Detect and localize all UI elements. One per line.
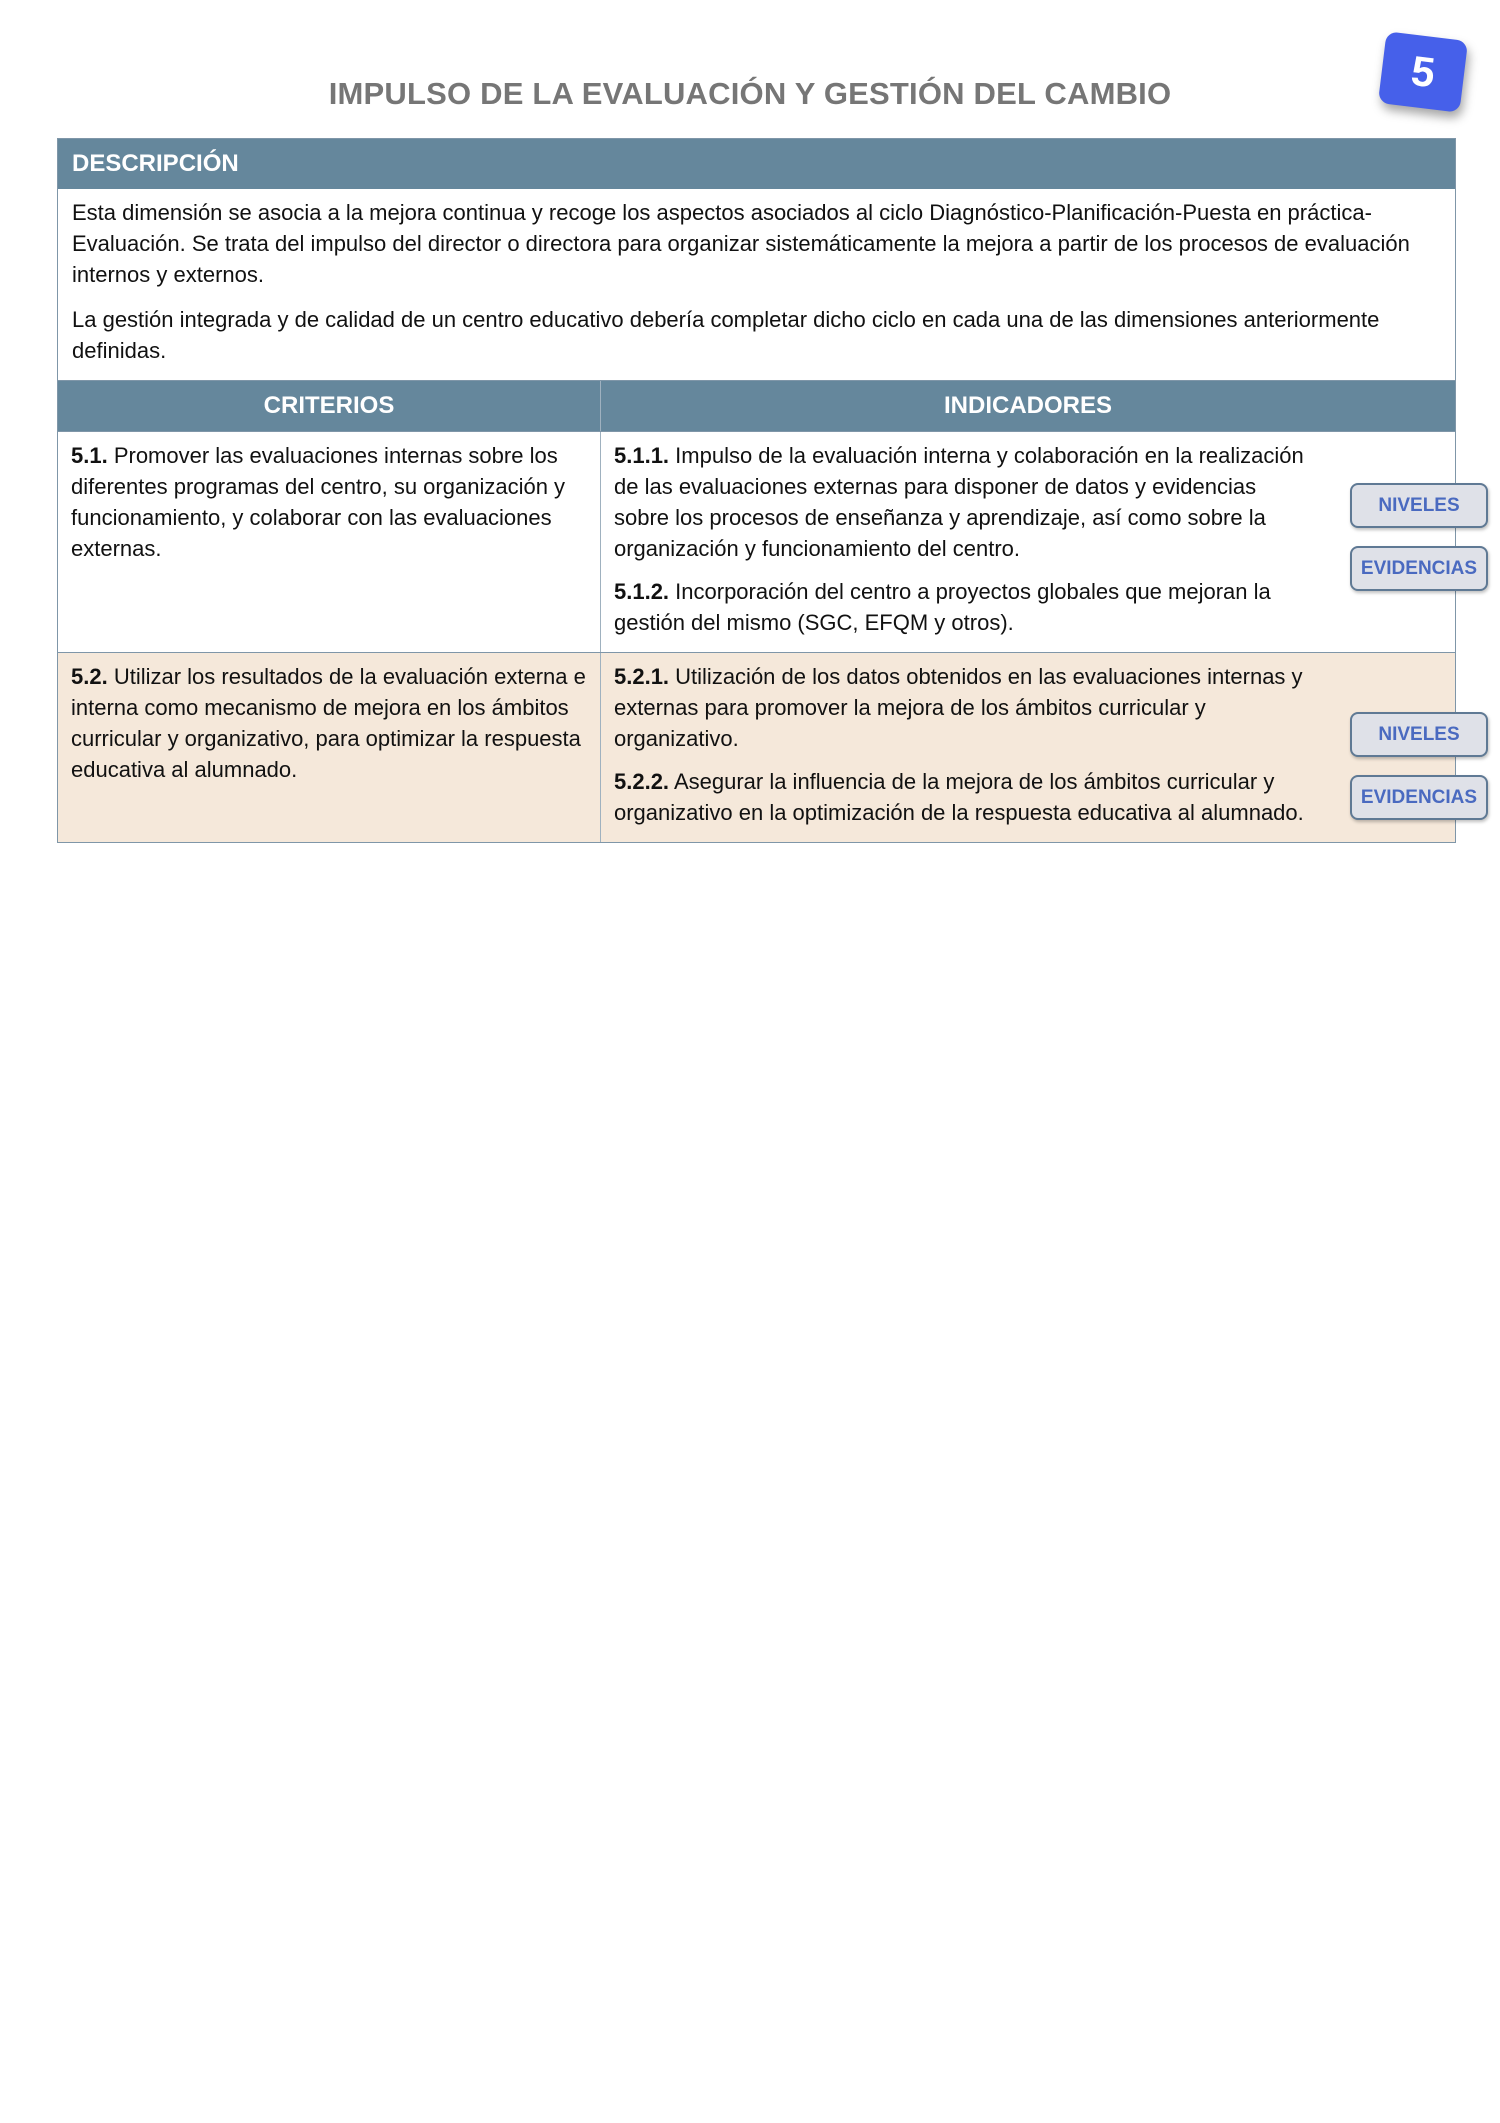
indicator-item (614, 661, 1305, 754)
table-header-row (58, 380, 1455, 431)
criterion-text: Promover las evaluaciones internas sobre los diferentes programas del centro, su organización y funcionamiento, y colaborar con las evaluaciones externas. (71, 443, 566, 561)
indicator-text: Utilización de los datos obtenidos en las evaluaciones internas y externas para promover la mejora de los ámbitos curricular y organizativo. (614, 664, 1303, 751)
indicators-cell (601, 653, 1455, 842)
indicator-number: 5.1.1. (614, 443, 670, 468)
indicator-text: Incorporación del centro a proyectos globales que mejoran la gestión del mismo (SGC, EFQM y otros). (614, 579, 1271, 635)
indicator-number: 5.2.2. (614, 769, 670, 794)
criterion-cell (58, 653, 601, 842)
indicators-cell (601, 432, 1455, 652)
indicators-column-header: INDICADORES (943, 392, 1112, 419)
niveles-button[interactable]: NIVELES (1350, 712, 1488, 757)
criterion-number: 5.2. (71, 664, 108, 689)
indicator-number: 5.1.2. (614, 579, 670, 604)
indicator-text: Asegurar la influencia de la mejora de los ámbitos curricular y organizativo en la optimización de la respuesta educativa al alumnado. (614, 769, 1304, 825)
indicator-item (614, 576, 1305, 638)
description-paragraph: La gestión integrada y de calidad de un centro educativo debería completar dicho ciclo en cada una de las dimensiones anteriormente definidas. (72, 307, 1380, 363)
indicator-number: 5.2.1. (614, 664, 670, 689)
criteria-column-header: CRITERIOS (58, 381, 601, 431)
page-title: IMPULSO DE LA EVALUACIÓN Y GESTIÓN DEL CAMBIO (328, 76, 1172, 111)
table-row (58, 652, 1455, 842)
dimension-number-badge: 5 (1378, 31, 1468, 112)
criterion-text: Utilizar los resultados de la evaluación externa e interna como mecanismo de mejora en los ámbitos curricular y organizativo, para optimizar la respuesta educativa al alumnado. (71, 664, 586, 782)
description-body (58, 189, 1455, 380)
dimension-table (57, 138, 1456, 843)
description-paragraph: Esta dimensión se asocia a la mejora continua y recoge los aspectos asociados al ciclo Diagnóstico-Planificación-Puesta en práctica-Evaluación. Se trata del impulso del director o directora para organizar sistemáticamente la mejora a partir de los procesos de evaluación internos y externos. (72, 200, 1410, 287)
evidencias-button[interactable]: EVIDENCIAS (1350, 546, 1488, 591)
evidencias-button[interactable]: EVIDENCIAS (1350, 775, 1488, 820)
niveles-button[interactable]: NIVELES (1350, 483, 1488, 528)
indicator-item (614, 440, 1305, 564)
indicator-text: Impulso de la evaluación interna y colaboración en la realización de las evaluaciones externas para disponer de datos y evidencias sobre los procesos de enseñanza y aprendizaje, así como sobre la organización y funcionamiento del centro. (614, 443, 1304, 561)
table-row (58, 431, 1455, 652)
description-header: DESCRIPCIÓN (58, 139, 1455, 189)
criterion-cell (58, 432, 601, 652)
indicator-item (614, 766, 1305, 828)
criterion-number: 5.1. (71, 443, 108, 468)
